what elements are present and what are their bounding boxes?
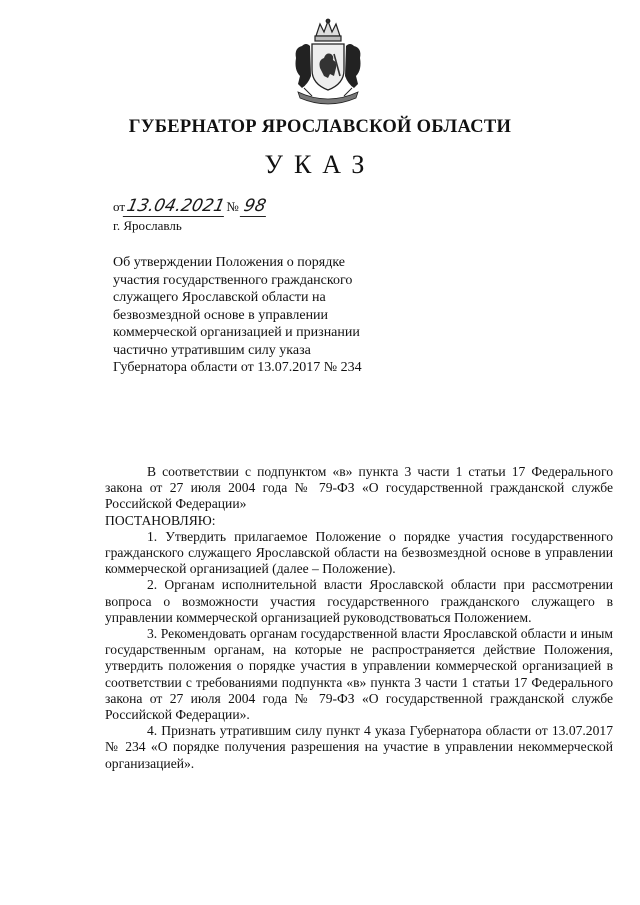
decree-word: ПОСТАНОВЛЯЮ:	[105, 512, 216, 528]
item-2: 2. Органам исполнительной власти Ярославской области при рассмотрении вопроса о возможности участия государственного гражданского служащего в управлении коммерческой организацией руководствоваться Положением.	[105, 577, 613, 625]
item-3: 3. Рекомендовать органам государственной власти Ярославской области и иным государственным органам, на которые не распространяется действие Положения, утвердить положения о порядке участия в управлении коммерческой организацией в соответствии с требованиями подпункта «в» пункта 3 части 1 статьи 17 Федерального закона от 27 июля 2004 года № 79-ФЗ «О государственной гражданской службе Российской Федерации».	[105, 626, 613, 723]
document-number: 98	[240, 196, 270, 217]
item-4: 4. Признать утратившим силу пункт 4 указа Губернатора области от 13.07.2017 № 234 «О порядке получения разрешения на участие в управлении некоммерческой организацией».	[105, 723, 613, 771]
number-prefix: №	[226, 199, 239, 214]
issuer-title: ГУБЕРНАТОР ЯРОСЛАВСКОЙ ОБЛАСТИ	[128, 117, 512, 137]
date-prefix: от	[113, 199, 126, 214]
date-number-line	[113, 196, 268, 217]
preamble: В соответствии с подпунктом «в» пункта 3 части 1 статьи 17 Федерального закона от 27 июля 2004 года № 79-ФЗ «О государственной гражданской службе Российской Федерации»	[105, 464, 613, 512]
coat-of-arms-icon	[290, 18, 366, 110]
item-1: 1. Утвердить прилагаемое Положение о порядке участия государственного гражданского служащего Ярославской области на безвозмездной основе в управлении коммерческой организацией (далее – Положение).	[105, 528, 613, 577]
document-date: 13.04.2021	[123, 196, 229, 217]
document-subject: Об утверждении Положения о порядке участия государственного гражданского служащего Ярославской области на безвозмездной основе в управлении коммерческой организацией и признании частично утратившим силу указа Губернатора области от 13.07.2017 № 234	[113, 255, 362, 375]
city: г. Ярославль	[113, 218, 182, 233]
document-body	[105, 464, 613, 772]
document-type: УКАЗ	[264, 150, 376, 179]
